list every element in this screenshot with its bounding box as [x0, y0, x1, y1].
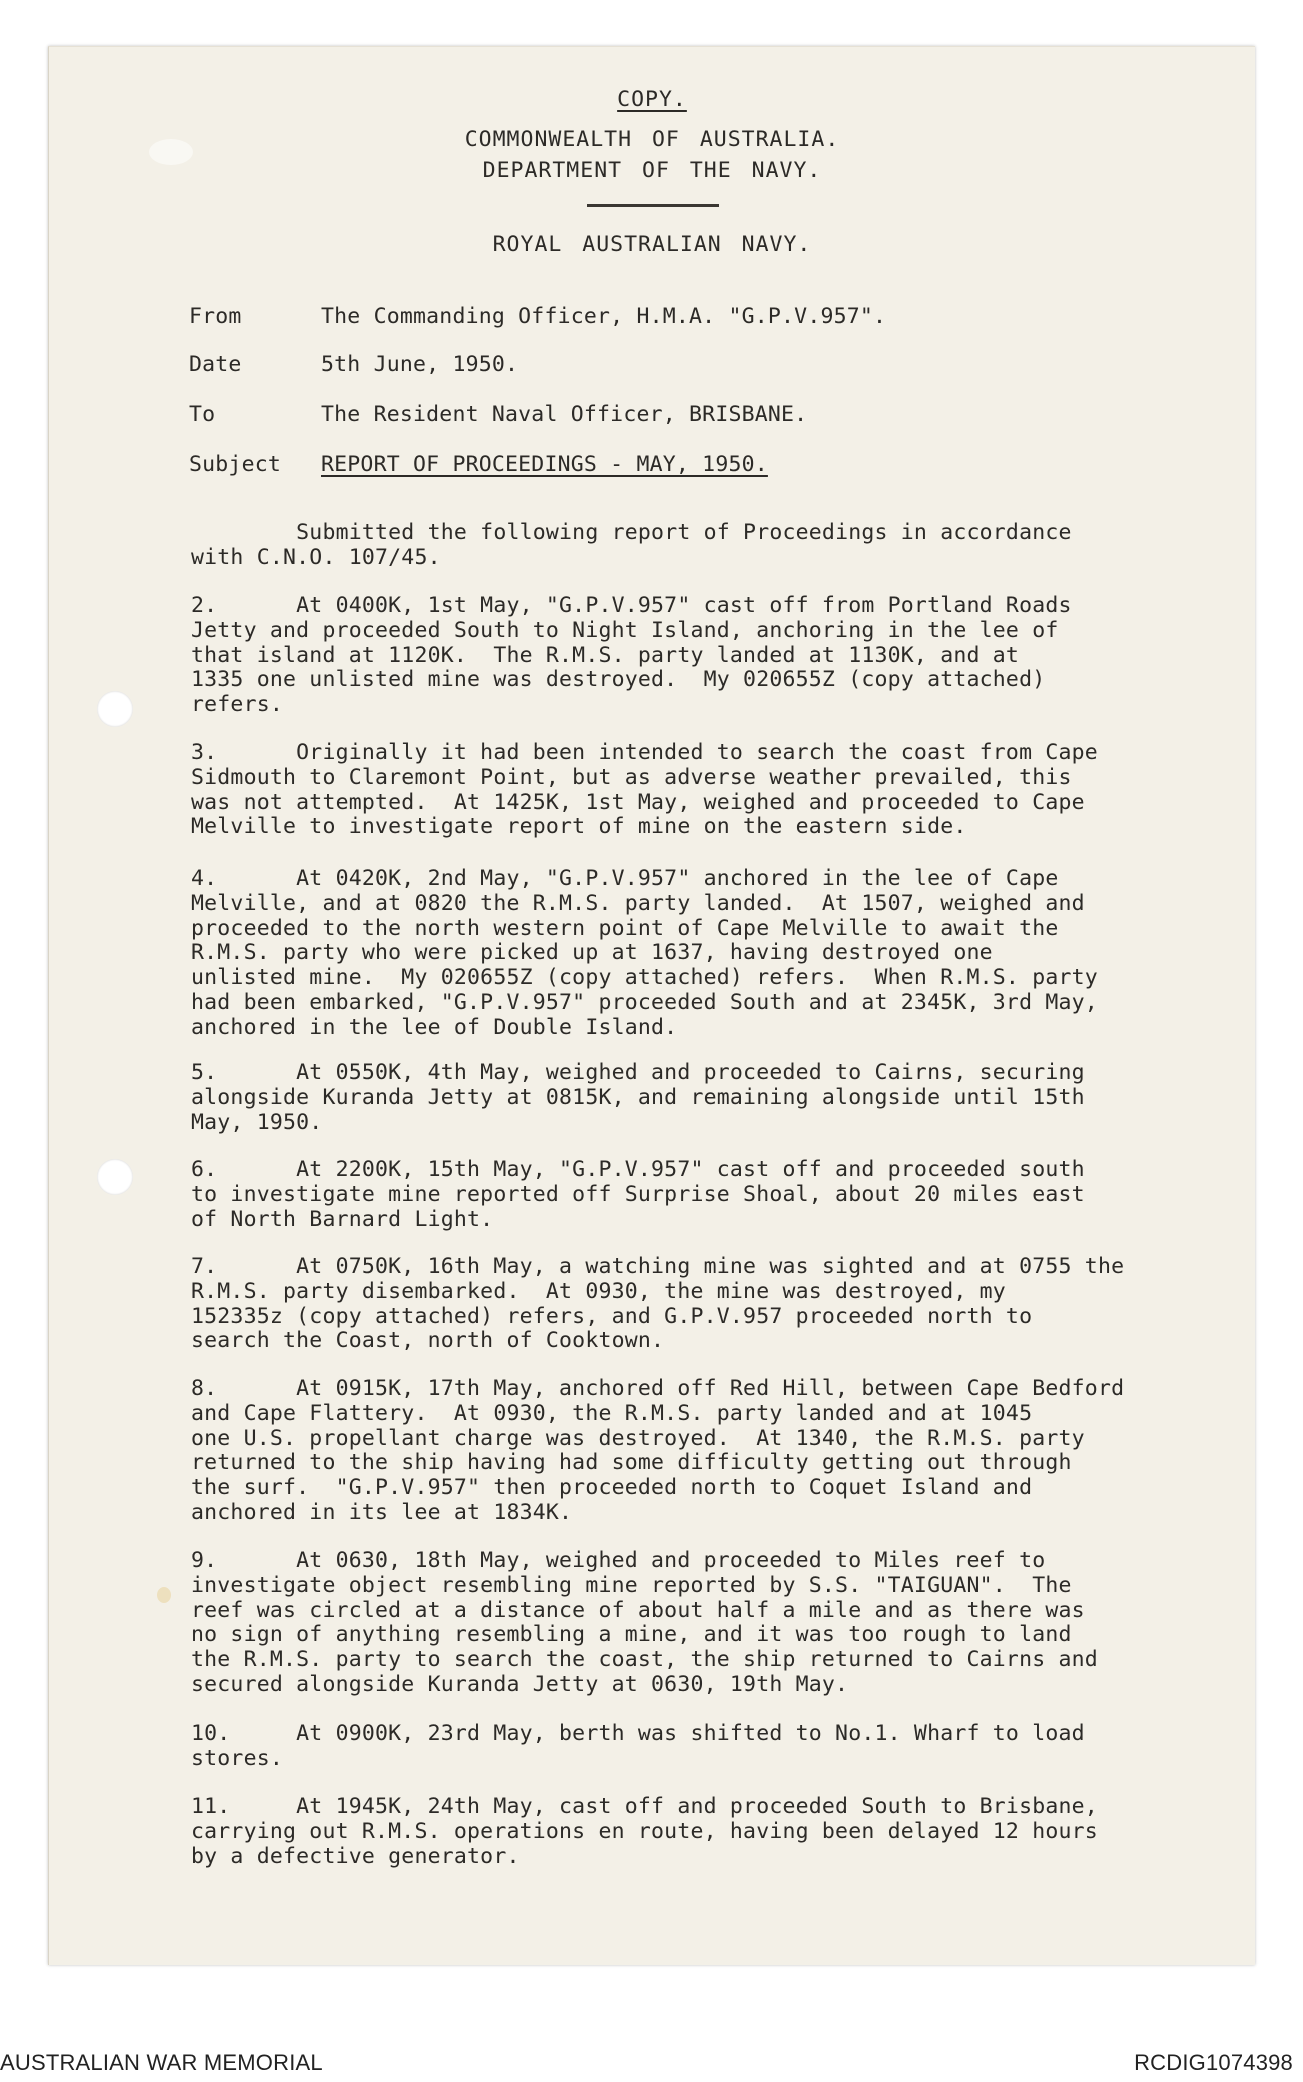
punch-hole-lower [97, 1159, 133, 1195]
subject-label: Subject [189, 452, 282, 477]
from-label: From [189, 304, 242, 329]
subject-value: REPORT OF PROCEEDINGS - MAY, 1950. [321, 452, 768, 477]
header-line-3: ROYAL AUSTRALIAN NAVY. [492, 232, 812, 257]
paragraph-1: Submitted the following report of Proceedings in accordance with C.N.O. 107/45. [191, 520, 1072, 570]
paper-stain [157, 1587, 171, 1603]
date-value: 5th June, 1950. [321, 352, 519, 377]
footer-archive-name: AUSTRALIAN WAR MEMORIAL [0, 2050, 323, 2075]
paragraph-6: 6. At 2200K, 15th May, "G.P.V.957" cast off and proceeded south to investigate mine reported off Surprise Shoal, about 20 miles east of North Barnard Light. [191, 1157, 1085, 1232]
paragraph-11: 11. At 1945K, 24th May, cast off and proceeded South to Brisbane, carrying out R.M.S. operations en route, having been delayed 12 hours by a defective generator. [191, 1794, 1098, 1869]
from-value: The Commanding Officer, H.M.A. "G.P.V.957". [321, 304, 887, 329]
paragraph-5: 5. At 0550K, 4th May, weighed and proceeded to Cairns, securing alongside Kuranda Jetty at 0815K, and remaining alongside until 15th May, 1950. [191, 1060, 1085, 1135]
header-line-2: DEPARTMENT OF THE NAVY. [482, 158, 822, 183]
header-rule [587, 204, 719, 207]
paragraph-4: 4. At 0420K, 2nd May, "G.P.V.957" anchored in the lee of Cape Melville, and at 0820 the R.M.S. party landed. At 1507, weighed and proceeded to the north western point of Cape Melville to await the R.M.S. party who were picked up at 1637, having destroyed one unlisted mine. My 020655Z (copy attached) refers. When R.M.S. party had been embarked, "G.P.V.957" proceeded South and at 2345K, 3rd May, anchored in the lee of Double Island. [191, 866, 1098, 1040]
paragraph-10: 10. At 0900K, 23rd May, berth was shifted to No.1. Wharf to load stores. [191, 1721, 1085, 1771]
copy-heading: COPY. [617, 87, 687, 112]
paragraph-2: 2. At 0400K, 1st May, "G.P.V.957" cast off from Portland Roads Jetty and proceeded South to Night Island, anchoring in the lee of that island at 1120K. The R.M.S. party landed at 1130K, and at 1335 one unlisted mine was destroyed. My 020655Z (copy attached) refers. [191, 593, 1072, 718]
to-value: The Resident Naval Officer, BRISBANE. [321, 402, 808, 427]
date-label: Date [189, 352, 242, 377]
paragraph-3: 3. Originally it had been intended to search the coast from Cape Sidmouth to Claremont Point, but as adverse weather prevailed, this was not attempted. At 1425K, 1st May, weighed and proceeded to Cape Melville to investigate report of mine on the eastern side. [191, 740, 1098, 840]
paragraph-9: 9. At 0630, 18th May, weighed and proceeded to Miles reef to investigate object resembling mine reported by S.S. "TAIGUAN". The reef was circled at a distance of about half a mile and as there was no sign of anything resembling a mine, and it was too rough to land the R.M.S. party to search the coast, the ship returned to Cairns and secured alongside Kuranda Jetty at 0630, 19th May. [191, 1548, 1098, 1697]
footer-record-id: RCDIG1074398 [1134, 2050, 1293, 2075]
document-sheet [48, 46, 1255, 1965]
paragraph-8: 8. At 0915K, 17th May, anchored off Red Hill, between Cape Bedford and Cape Flattery. At 0930, the R.M.S. party landed and at 1045 one U.S. propellant charge was destroyed. At 1340, the R.M.S. party returned to the ship having had some difficulty getting out through the surf. "G.P.V.957" then proceeded north to Coquet Island and anchored in its lee at 1834K. [191, 1376, 1125, 1525]
header-line-1: COMMONWEALTH OF AUSTRALIA. [464, 127, 840, 152]
punch-hole-upper [97, 691, 133, 727]
paragraph-7: 7. At 0750K, 16th May, a watching mine was sighted and at 0755 the R.M.S. party disembarked. At 0930, the mine was destroyed, my 152335z (copy attached) refers, and G.P.V.957 proceeded north to search the Coast, north of Cooktown. [191, 1254, 1125, 1354]
to-label: To [189, 402, 216, 427]
